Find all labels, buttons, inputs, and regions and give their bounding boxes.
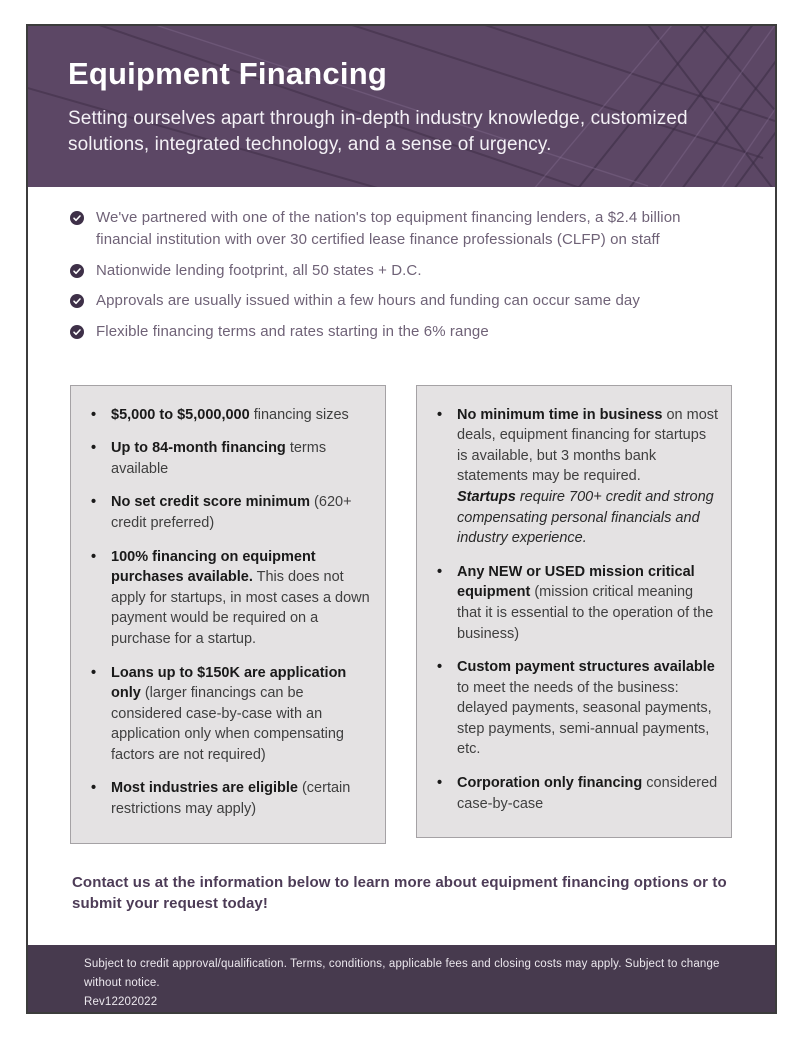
financing-terms-box [70, 385, 386, 844]
list-item [431, 405, 719, 549]
list-item [85, 492, 373, 533]
eligibility-list [431, 405, 719, 814]
highlight-list [68, 207, 739, 343]
bullet-dot-icon: • [91, 548, 97, 565]
page-title: Equipment Financing [68, 56, 387, 91]
bullet-dot-icon: • [91, 406, 97, 423]
list-item-text: 100% financing on equipment purchases available. This does not apply for startups, in most cases a down payment would be required on a purchase for a startup. [111, 548, 370, 647]
highlight-text: Nationwide lending footprint, all 50 states + D.C. [96, 261, 422, 279]
highlight-item [68, 207, 736, 251]
flyer-page [26, 24, 777, 1014]
list-item-text: Most industries are eligible (certain restrictions may apply) [111, 780, 351, 817]
list-item-text: Loans up to $150K are application only (larger financings can be considered case-by-case with an application only when compensating factors are not required) [111, 664, 347, 763]
list-item-text: No minimum time in business on most deals, equipment financing for startups is available, but 3 months bank statements may be required. Startups require 700+ credit and strong compensating personal financials and industry experience. [457, 406, 719, 547]
list-item-text: Corporation only financing considered case-by-case [457, 775, 718, 812]
detail-boxes-row [28, 385, 775, 844]
financing-terms-list [85, 405, 373, 820]
highlight-text: Approvals are usually issued within a few hours and funding can occur same day [96, 292, 640, 310]
bullet-dot-icon: • [437, 775, 443, 791]
list-item-text: Any NEW or USED mission critical equipment (mission critical meaning that it is essential to the operation of the business) [457, 563, 714, 642]
list-item-text: Up to 84-month financing terms available [111, 440, 327, 477]
bullet-dot-icon: • [91, 440, 97, 457]
header-banner [28, 26, 775, 187]
list-item [85, 438, 373, 479]
check-circle-icon [70, 325, 84, 339]
check-circle-icon [70, 294, 84, 308]
list-item [85, 405, 373, 426]
eligibility-box [416, 385, 732, 838]
list-item [85, 663, 373, 766]
bullet-dot-icon: • [91, 664, 97, 681]
highlight-text: We've partnered with one of the nation's top equipment financing lenders, a $2.4 billion financial institution with over 30 certified lease finance professionals (CLFP) on staff [96, 209, 681, 248]
contact-callout: Contact us at the information below to learn more about equipment financing options or to submit your request today! [72, 873, 727, 913]
list-item [431, 657, 719, 760]
bullet-dot-icon: • [91, 494, 97, 511]
footer-revision: Rev12202022 [84, 996, 158, 1009]
list-item [431, 562, 719, 644]
list-item-text: No set credit score minimum (620+ credit preferred) [111, 494, 352, 532]
list-item-text: Custom payment structures available to meet the needs of the business: delayed payments, seasonal payments, step payments, semi-annual payments, etc. [457, 659, 715, 758]
list-item [431, 773, 719, 814]
highlight-item [68, 260, 736, 282]
highlight-item [68, 290, 736, 312]
bullet-dot-icon: • [91, 780, 97, 797]
highlight-text: Flexible financing terms and rates starting in the 6% range [96, 323, 489, 340]
highlights-section [28, 187, 775, 352]
footer-disclaimer: Subject to credit approval/qualification. Terms, conditions, applicable fees and closing costs may apply. Subject to change without notice. [84, 958, 720, 990]
highlight-item [68, 321, 736, 343]
check-circle-icon [70, 264, 84, 278]
list-item [85, 778, 373, 819]
list-item-text: $5,000 to $5,000,000 financing sizes [111, 406, 349, 423]
bullet-dot-icon: • [437, 659, 443, 676]
list-item [85, 547, 373, 650]
bullet-dot-icon: • [437, 406, 443, 423]
footer-bar [28, 945, 775, 1012]
page-subtitle: Setting ourselves apart through in-depth industry knowledge, customized solutions, integrated technology, and a sense of urgency. [68, 108, 688, 155]
check-circle-icon [70, 211, 84, 225]
bullet-dot-icon: • [437, 563, 443, 580]
